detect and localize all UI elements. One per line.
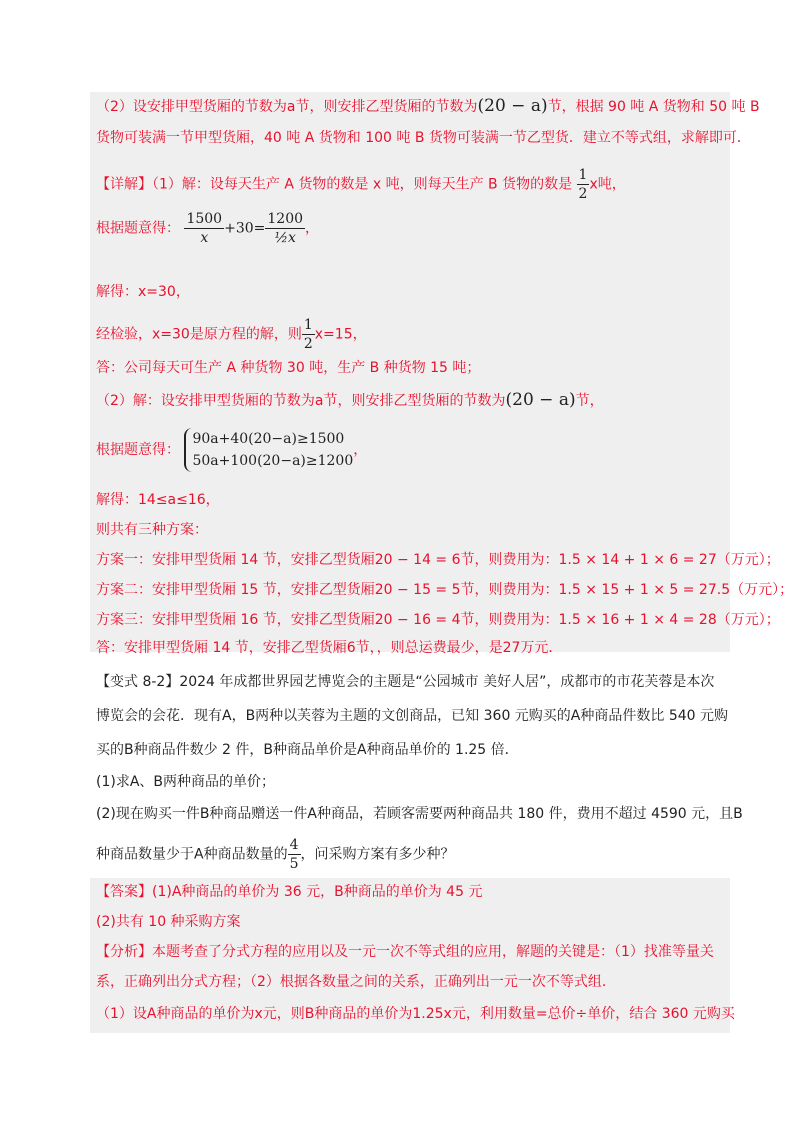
analysis-text-tail: 节，根据 90 吨 A 货物和 50 吨 B bbox=[547, 99, 760, 115]
part2-text: （2）解：设安排甲型货厢的节数为a节，则安排乙型货厢的节数为 bbox=[96, 393, 506, 409]
question-2-text-tail: ，问采购方案有多少种？ bbox=[300, 846, 455, 863]
analysis-text: （2）设安排甲型货厢的节数为a节，则安排乙型货厢的节数为 bbox=[96, 99, 478, 115]
detail-text-tail: x吨， bbox=[589, 176, 626, 193]
problem-line-2: 博览会的会花．现有A，B两种以芙蓉为主题的文创商品，已知 360 元购买的A种商品件数比 540 元购 bbox=[96, 708, 729, 724]
numerator: 1 bbox=[578, 167, 588, 183]
numerator: 1200 bbox=[267, 211, 304, 227]
fraction-four-fifths bbox=[288, 836, 301, 873]
plans-intro-line: 则共有三种方案： bbox=[96, 522, 208, 538]
detail-line-1 bbox=[96, 166, 626, 203]
equation-tail: ， bbox=[305, 220, 320, 237]
inequality-system-line bbox=[96, 428, 367, 472]
check-text: 经检验，x=30是原方程的解，则 bbox=[96, 326, 302, 343]
denominator: 2 bbox=[578, 186, 588, 202]
check-line bbox=[96, 316, 367, 353]
analysis-line-2: 货物可装满一节甲型货厢，40 吨 A 货物和 100 吨 B 货物可装满一节乙型货．建立不等式组，求解即可． bbox=[96, 130, 751, 146]
equation-label: 根据题意得： bbox=[96, 220, 180, 237]
equation-line bbox=[96, 210, 319, 247]
answer-part1: 答：公司每天可生产 A 种货物 30 吨，生产 B 种货物 15 吨； bbox=[96, 360, 481, 376]
solve-range-line: 解得：14≤a≤16， bbox=[96, 492, 220, 508]
expression-20-minus-a: (20 − a) bbox=[505, 390, 576, 410]
final-answer-line: 答：安排甲型货厢 14 节，安排乙型货厢6节，，则总运费最少，是27万元． bbox=[96, 640, 563, 656]
answer-line-2: (2)共有 10 种采购方案 bbox=[96, 914, 241, 930]
problem-line-1: 【变式 8-2】2024 年成都世界园艺博览会的主题是“公园城市 美好人居”，成都市的市花芙蓉是本次 bbox=[96, 674, 715, 690]
plan-3-line: 方案三：安排甲型货厢 16 节，安排乙型货厢20 − 16 = 4节，则费用为：1.5 × 16 + 1 × 4 = 28（万元）； bbox=[96, 612, 780, 628]
analysis-8-2-line-2: 系，正确列出分式方程；（2）根据各数量之间的关系，正确列出一元一次不等式组． bbox=[96, 974, 616, 990]
analysis-line-1 bbox=[96, 96, 760, 117]
fraction-1500-over-x bbox=[184, 210, 224, 247]
expression-20-minus-a: (20 − a) bbox=[477, 96, 548, 116]
solve-line: 解得：x=30， bbox=[96, 284, 190, 300]
denominator: ½x bbox=[274, 230, 296, 246]
plan-1-line: 方案一：安排甲型货厢 14 节，安排乙型货厢20 − 14 = 6节，则费用为：1.5 × 14 + 1 × 6 = 27（万元）； bbox=[96, 552, 780, 568]
equation-middle: +30= bbox=[224, 220, 266, 237]
fraction-1200-over-half-x bbox=[265, 210, 305, 247]
denominator: x bbox=[200, 230, 209, 246]
inequality-2: 50a+100(20−a)≥1200 bbox=[192, 453, 354, 469]
numerator: 4 bbox=[289, 837, 299, 853]
inequality-system bbox=[184, 428, 353, 472]
question-1: (1)求A、B两种商品的单价； bbox=[96, 774, 276, 790]
part2-text-tail: 节， bbox=[575, 393, 604, 409]
fraction-half bbox=[577, 166, 590, 203]
problem-line-3: 买的B种商品件数少 2 件，B种商品单价是A种商品单价的 1.25 倍． bbox=[96, 742, 519, 758]
denominator: 2 bbox=[303, 336, 313, 352]
system-tail: ， bbox=[353, 442, 368, 458]
plan-2-line: 方案二：安排甲型货厢 15 节，安排乙型货厢20 − 15 = 5节，则费用为：1.5 × 15 + 1 × 5 = 27.5（万元）； bbox=[96, 582, 794, 598]
numerator: 1500 bbox=[186, 211, 223, 227]
detail-text: （1）解：设每天生产 A 货物的数是 x 吨，则每天生产 B 货物的数是 bbox=[152, 176, 573, 193]
denominator: 5 bbox=[289, 856, 299, 872]
check-text-tail: x=15， bbox=[314, 326, 367, 343]
part2-setup-line bbox=[96, 390, 604, 411]
inequality-1: 90a+40(20−a)≥1500 bbox=[192, 431, 345, 447]
numerator: 1 bbox=[303, 317, 313, 333]
question-2-line-1: (2)现在购买一件B种商品赠送一件A种商品，若顾客需要两种商品共 180 件，费用不超过 4590 元，且B bbox=[96, 806, 743, 822]
system-label: 根据题意得： bbox=[96, 442, 180, 458]
detail-tag: 【详解】 bbox=[96, 176, 152, 193]
answer-line-1: 【答案】(1)A种商品的单价为 36 元，B种商品的单价为 45 元 bbox=[96, 884, 483, 900]
analysis-8-2-line-1: 【分析】本题考查了分式方程的应用以及一元一次不等式组的应用，解题的关键是：（1）找准等量关 bbox=[96, 944, 714, 960]
question-2-text: 种商品数量少于A种商品数量的 bbox=[96, 846, 288, 863]
question-2-line-2 bbox=[96, 836, 455, 873]
analysis-8-2-line-3: （1）设A种商品的单价为x元，则B种商品的单价为1.25x元，利用数量=总价÷单价，结合 360 元购买 bbox=[96, 1006, 735, 1022]
fraction-half bbox=[302, 316, 315, 353]
